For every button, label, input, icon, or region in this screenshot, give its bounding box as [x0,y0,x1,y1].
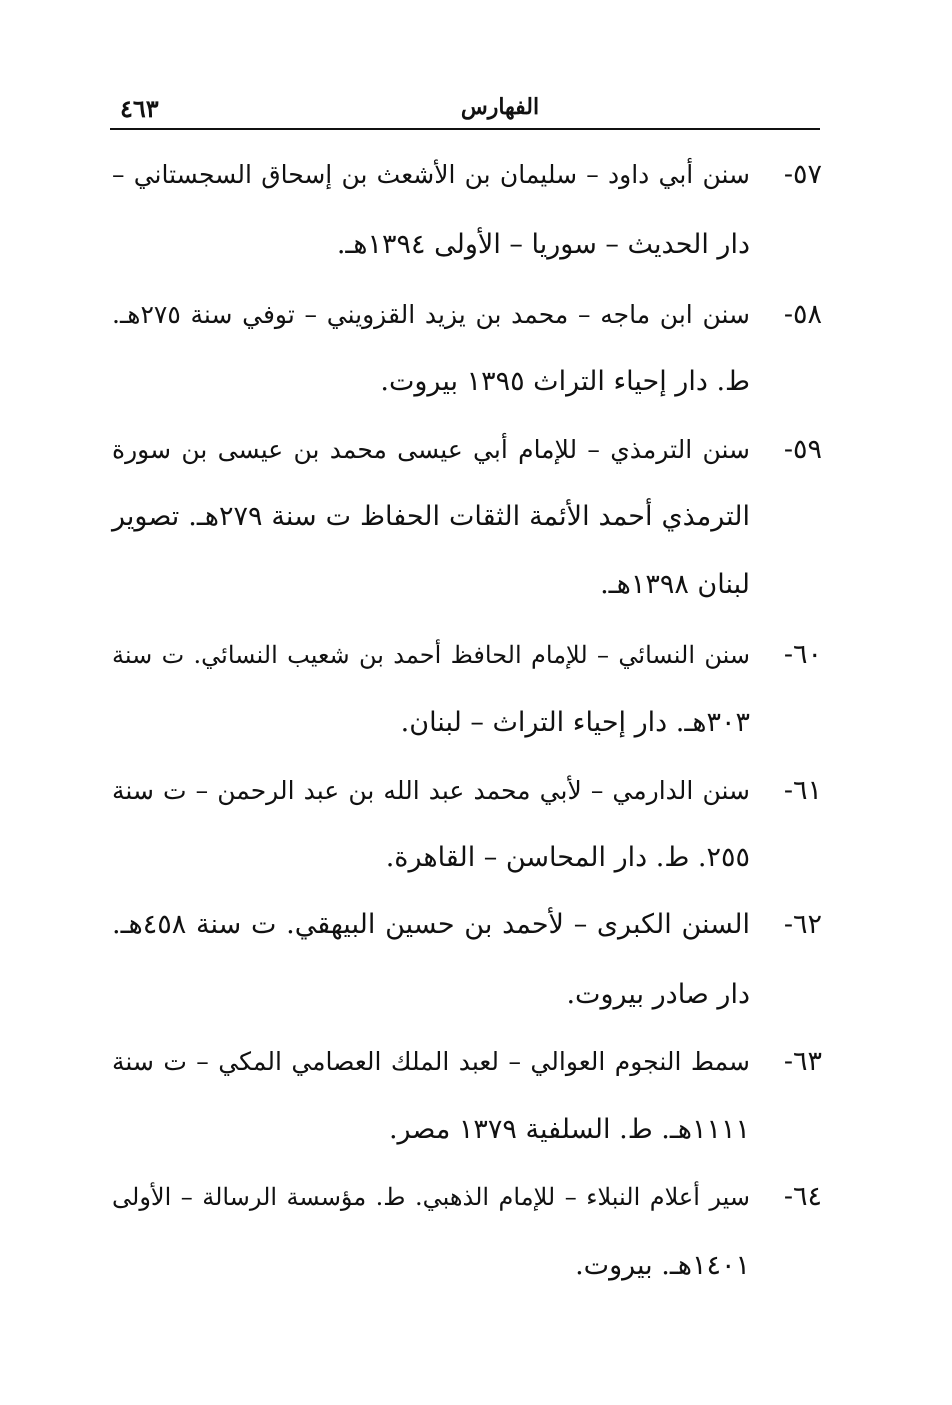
entry-text-line: دار الحديث – سوريا – الأولى ١٣٩٤هـ. [336,229,750,260]
page-number: ٤٦٣ [120,94,159,123]
entry-63 [112,1042,822,1082]
entry-64 [112,1177,822,1217]
entry-58 [112,295,822,335]
running-title: الفهارس [460,94,540,120]
entry-text-line: لبنان ١٣٩٨هـ. [600,569,750,600]
entry-number: ٦٢- [783,909,822,940]
entry-61 [112,771,822,811]
entry-number: ٥٨- [783,299,822,330]
entry-number: ٥٧- [783,159,822,190]
entry-text-line: سنن الترمذي – للإمام أبي عيسى محمد بن عيسى بن سورة [112,435,750,464]
entry-59-continuation [112,497,822,537]
entry-text-line: السنن الكبرى – لأحمد بن حسين البيهقي. ت سنة ٤٥٨هـ. [112,909,750,940]
entry-text-line: سير أعلام النبلاء – للإمام الذهبي. ط. مؤسسة الرسالة – الأولى [112,1183,750,1211]
entry-text-line: ٢٥٥. ط. دار المحاسن – القاهرة. [385,842,750,873]
entry-57 [112,155,822,195]
entry-text-line: الترمذي أحمد الأئمة الثقات الحفاظ ت سنة ٢٧٩هـ. تصوير [112,501,750,532]
entry-60 [112,635,822,675]
entry-text-line: سنن ابن ماجه – محمد بن يزيد القزويني – توفي سنة ٢٧٥هـ. [112,300,750,329]
entry-text-line: ٣٠٣هـ. دار إحياء التراث – لبنان. [400,707,750,738]
entry-text-line: سنن أبي داود – سليمان بن الأشعث بن إسحاق السجستاني – [112,160,750,189]
entry-text-line: ١٤٠١هـ. بيروت. [575,1250,750,1281]
entry-number: ٥٩- [783,434,822,465]
entry-text-line: سمط النجوم العوالي – لعبد الملك العصامي المكي – ت سنة [112,1047,750,1076]
page-header [110,92,820,130]
entry-59 [112,430,822,470]
entry-text-line: ط. دار إحياء التراث ١٣٩٥ بيروت. [380,366,750,397]
entry-number: ٦٣- [783,1046,822,1077]
entry-number: ٦١- [783,775,822,806]
entry-text-line: ١١١١هـ. ط. السلفية ١٣٧٩ مصر. [388,1114,750,1145]
entry-text-line: سنن النسائي – للإمام الحافظ أحمد بن شعيب النسائي. ت سنة [112,641,750,669]
entry-text-line: دار صادر بيروت. [566,979,750,1010]
entry-number: ٦٤- [783,1181,822,1212]
entry-number: ٦٠- [783,639,822,670]
entry-62 [112,905,822,945]
entry-text-line: سنن الدارمي – لأبي محمد عبد الله بن عبد الرحمن – ت سنة [112,776,750,805]
